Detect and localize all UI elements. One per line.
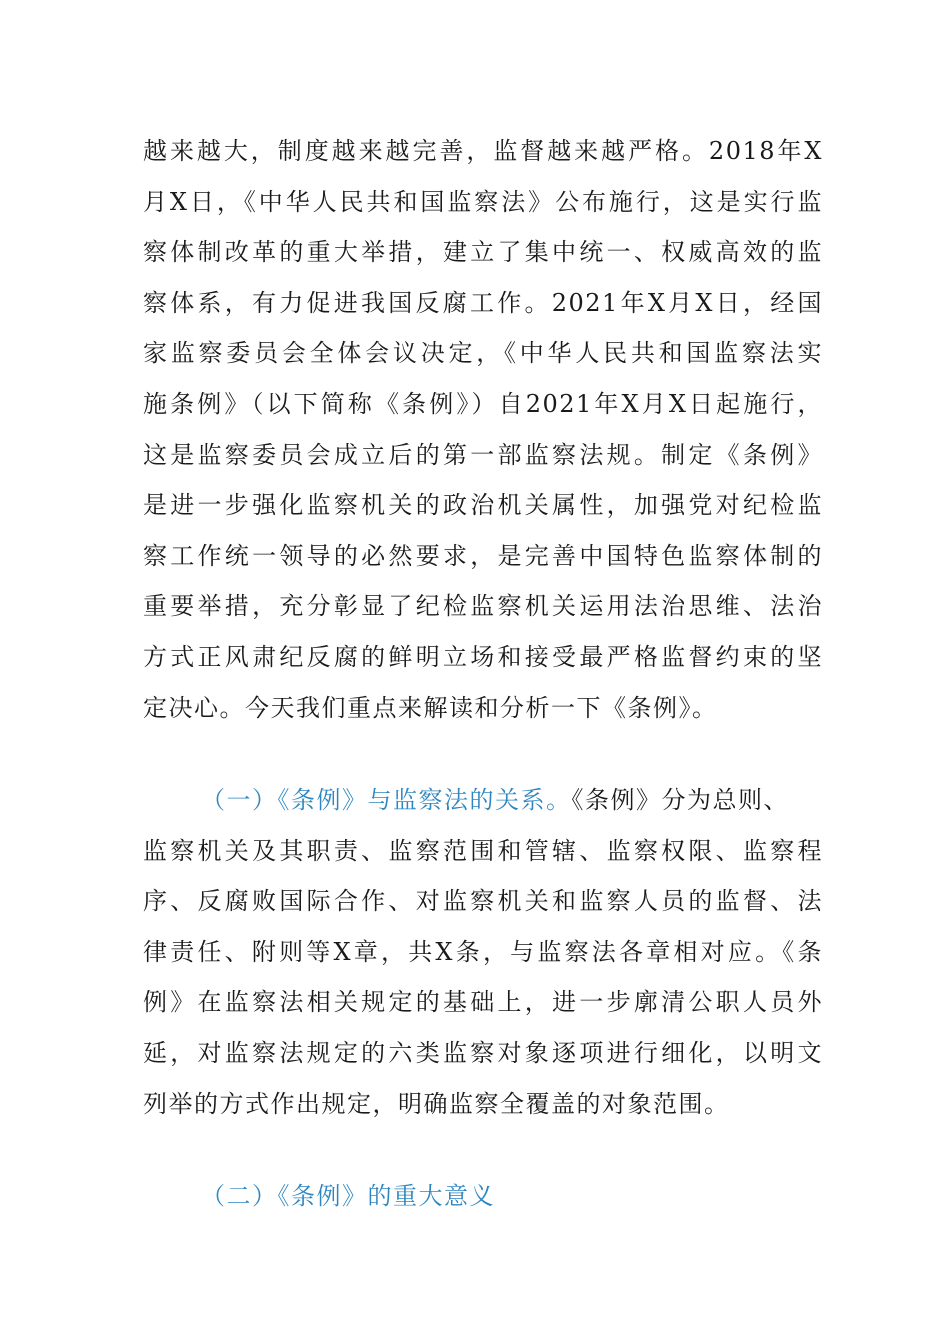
text-line: 延，对监察法规定的六类监察对象逐项进行细化，以明文 (143, 1038, 823, 1067)
text-line: 例》在监察法相关规定的基础上，进一步廓清公职人员外 (143, 988, 823, 1017)
section-first-line (143, 775, 823, 826)
text-line: 是进一步强化监察机关的政治机关属性，加强党对纪检监 (143, 491, 823, 520)
text-line: 监察机关及其职责、监察范围和管辖、监察权限、监察程 (143, 836, 823, 865)
text-line: 察体制改革的重大举措，建立了集中统一、权威高效的监 (143, 238, 823, 267)
text-line: 这是监察委员会成立后的第一部监察法规。制定《条例》 (143, 440, 823, 469)
text-line: 施条例》（以下简称《条例》）自2021年X月X日起施行， (143, 389, 823, 418)
section-first-line-text: 《条例》分为总则、 (571, 786, 789, 814)
section-heading-significance: （二）《条例》的重大意义 (201, 1182, 495, 1210)
section-significance (143, 1171, 823, 1222)
text-line: 方式正风肃纪反腐的鲜明立场和接受最严格监督约束的坚 (143, 642, 823, 671)
text-line: 月X日，《中华人民共和国监察法》公布施行，这是实行监 (143, 187, 823, 216)
paragraph-intro (143, 126, 823, 733)
section-relationship (143, 775, 823, 1129)
text-line: 察体系，有力促进我国反腐工作。2021年X月X日，经国 (143, 288, 823, 317)
text-line: 序、反腐败国际合作、对监察机关和监察人员的监督、法 (143, 887, 823, 916)
text-line: 律责任、附则等X章，共X条，与监察法各章相对应。《条 (143, 937, 823, 966)
text-line: 定决心。今天我们重点来解读和分析一下《条例》。 (143, 693, 718, 722)
text-line: 越来越大，制度越来越完善，监督越来越严格。2018年X (143, 137, 823, 165)
text-line: 重要举措，充分彰显了纪检监察机关运用法治思维、法治 (143, 592, 823, 621)
text-line: 家监察委员会全体会议决定，《中华人民共和国监察法实 (143, 339, 823, 368)
text-line: 列举的方式作出规定，明确监察全覆盖的对象范围。 (143, 1089, 730, 1118)
section-heading-relationship: （一）《条例》与监察法的关系。 (201, 786, 572, 814)
text-line: 察工作统一领导的必然要求，是完善中国特色监察体制的 (143, 541, 823, 570)
